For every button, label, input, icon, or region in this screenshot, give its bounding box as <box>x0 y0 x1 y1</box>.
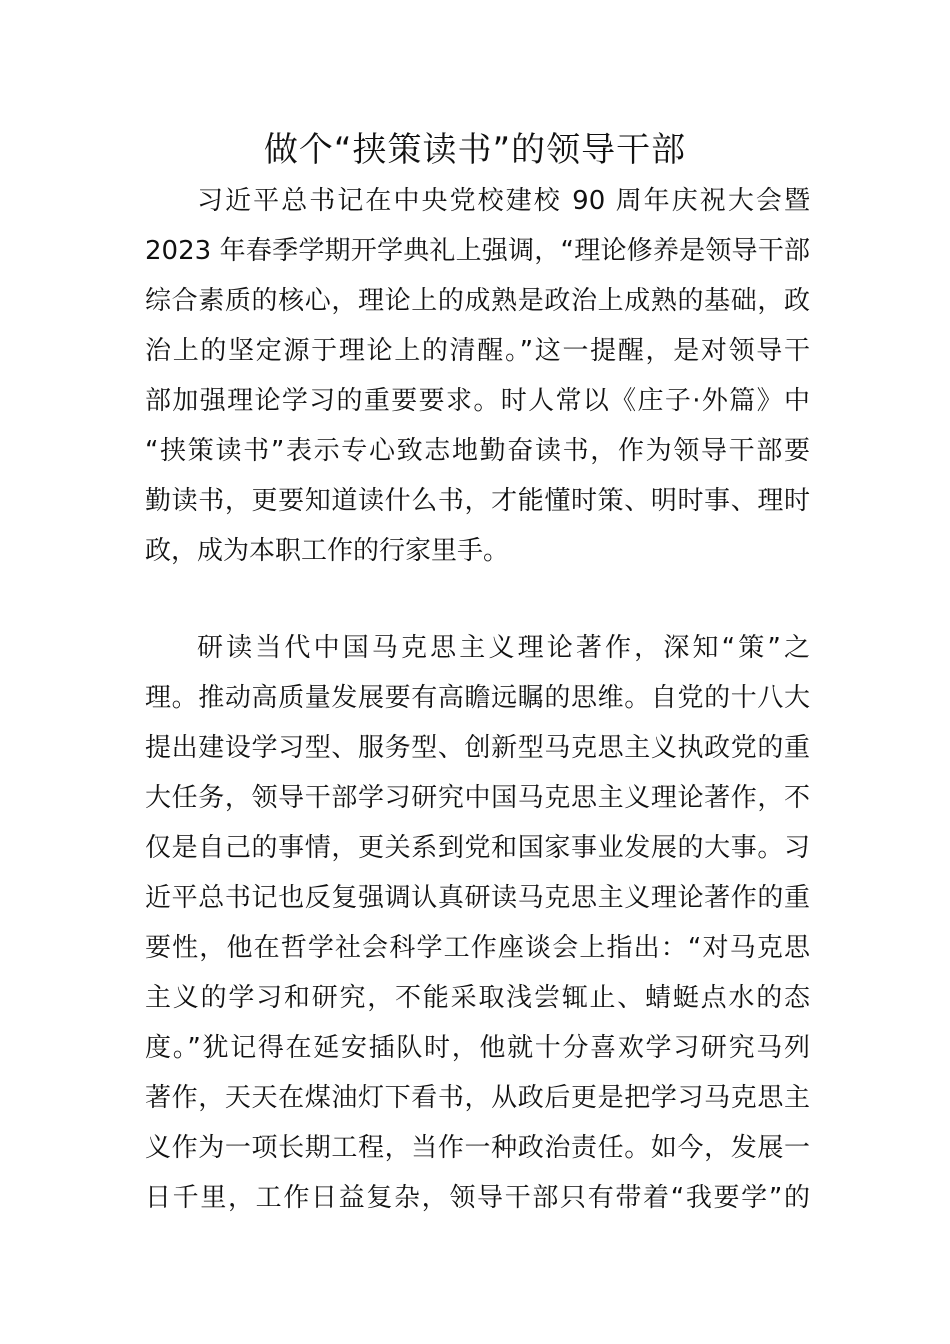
paragraph-line: 勤读书，更要知道读什么书，才能懂时策、明时事、理时 <box>145 486 810 516</box>
paragraph-line: 大任务，领导干部学习研究中国马克思主义理论著作，不 <box>145 783 810 813</box>
paragraph-line: 部加强理论学习的重要要求。时人常以《庄子·外篇》中 <box>145 386 810 416</box>
paragraph-line: “挟策读书”表示专心致志地勤奋读书，作为领导干部要 <box>145 436 810 466</box>
paragraph-line: 日千里，工作日益复杂，领导干部只有带着“我要学”的 <box>145 1183 810 1213</box>
paragraph-line: 研读当代中国马克思主义理论著作，深知“策”之 <box>197 633 810 663</box>
paragraph-line: 度。”犹记得在延安插队时，他就十分喜欢学习研究马列 <box>145 1033 810 1063</box>
paragraph-line: 著作，天天在煤油灯下看书，从政后更是把学习马克思主 <box>145 1083 810 1113</box>
paragraph-line: 提出建设学习型、服务型、创新型马克思主义执政党的重 <box>145 733 810 763</box>
document-title: 做个“挟策读书”的领导干部 <box>263 130 687 170</box>
paragraph-line: 政，成为本职工作的行家里手。 <box>145 536 510 566</box>
paragraph-line: 主义的学习和研究，不能采取浅尝辄止、蜻蜓点水的态 <box>145 983 810 1013</box>
paragraph-line: 近平总书记也反复强调认真研读马克思主义理论著作的重 <box>145 883 810 913</box>
paragraph-line: 要性，他在哲学社会科学工作座谈会上指出：“对马克思 <box>145 933 810 963</box>
paragraph-line: 仅是自己的事情，更关系到党和国家事业发展的大事。习 <box>145 833 810 863</box>
paragraph-line: 理。推动高质量发展要有高瞻远瞩的思维。自党的十八大 <box>145 683 810 713</box>
paragraph-line: 2023 年春季学期开学典礼上强调，“理论修养是领导干部 <box>145 236 810 266</box>
paragraph-1 <box>145 176 810 576</box>
paragraph-line: 习近平总书记在中央党校建校 90 周年庆祝大会暨 <box>197 186 810 216</box>
paragraph-line: 治上的坚定源于理论上的清醒。”这一提醒，是对领导干 <box>145 336 810 366</box>
paragraph-line: 综合素质的核心，理论上的成熟是政治上成熟的基础，政 <box>145 286 810 316</box>
paragraph-line: 义作为一项长期工程，当作一种政治责任。如今，发展一 <box>145 1133 810 1163</box>
paragraph-2 <box>145 623 810 1223</box>
